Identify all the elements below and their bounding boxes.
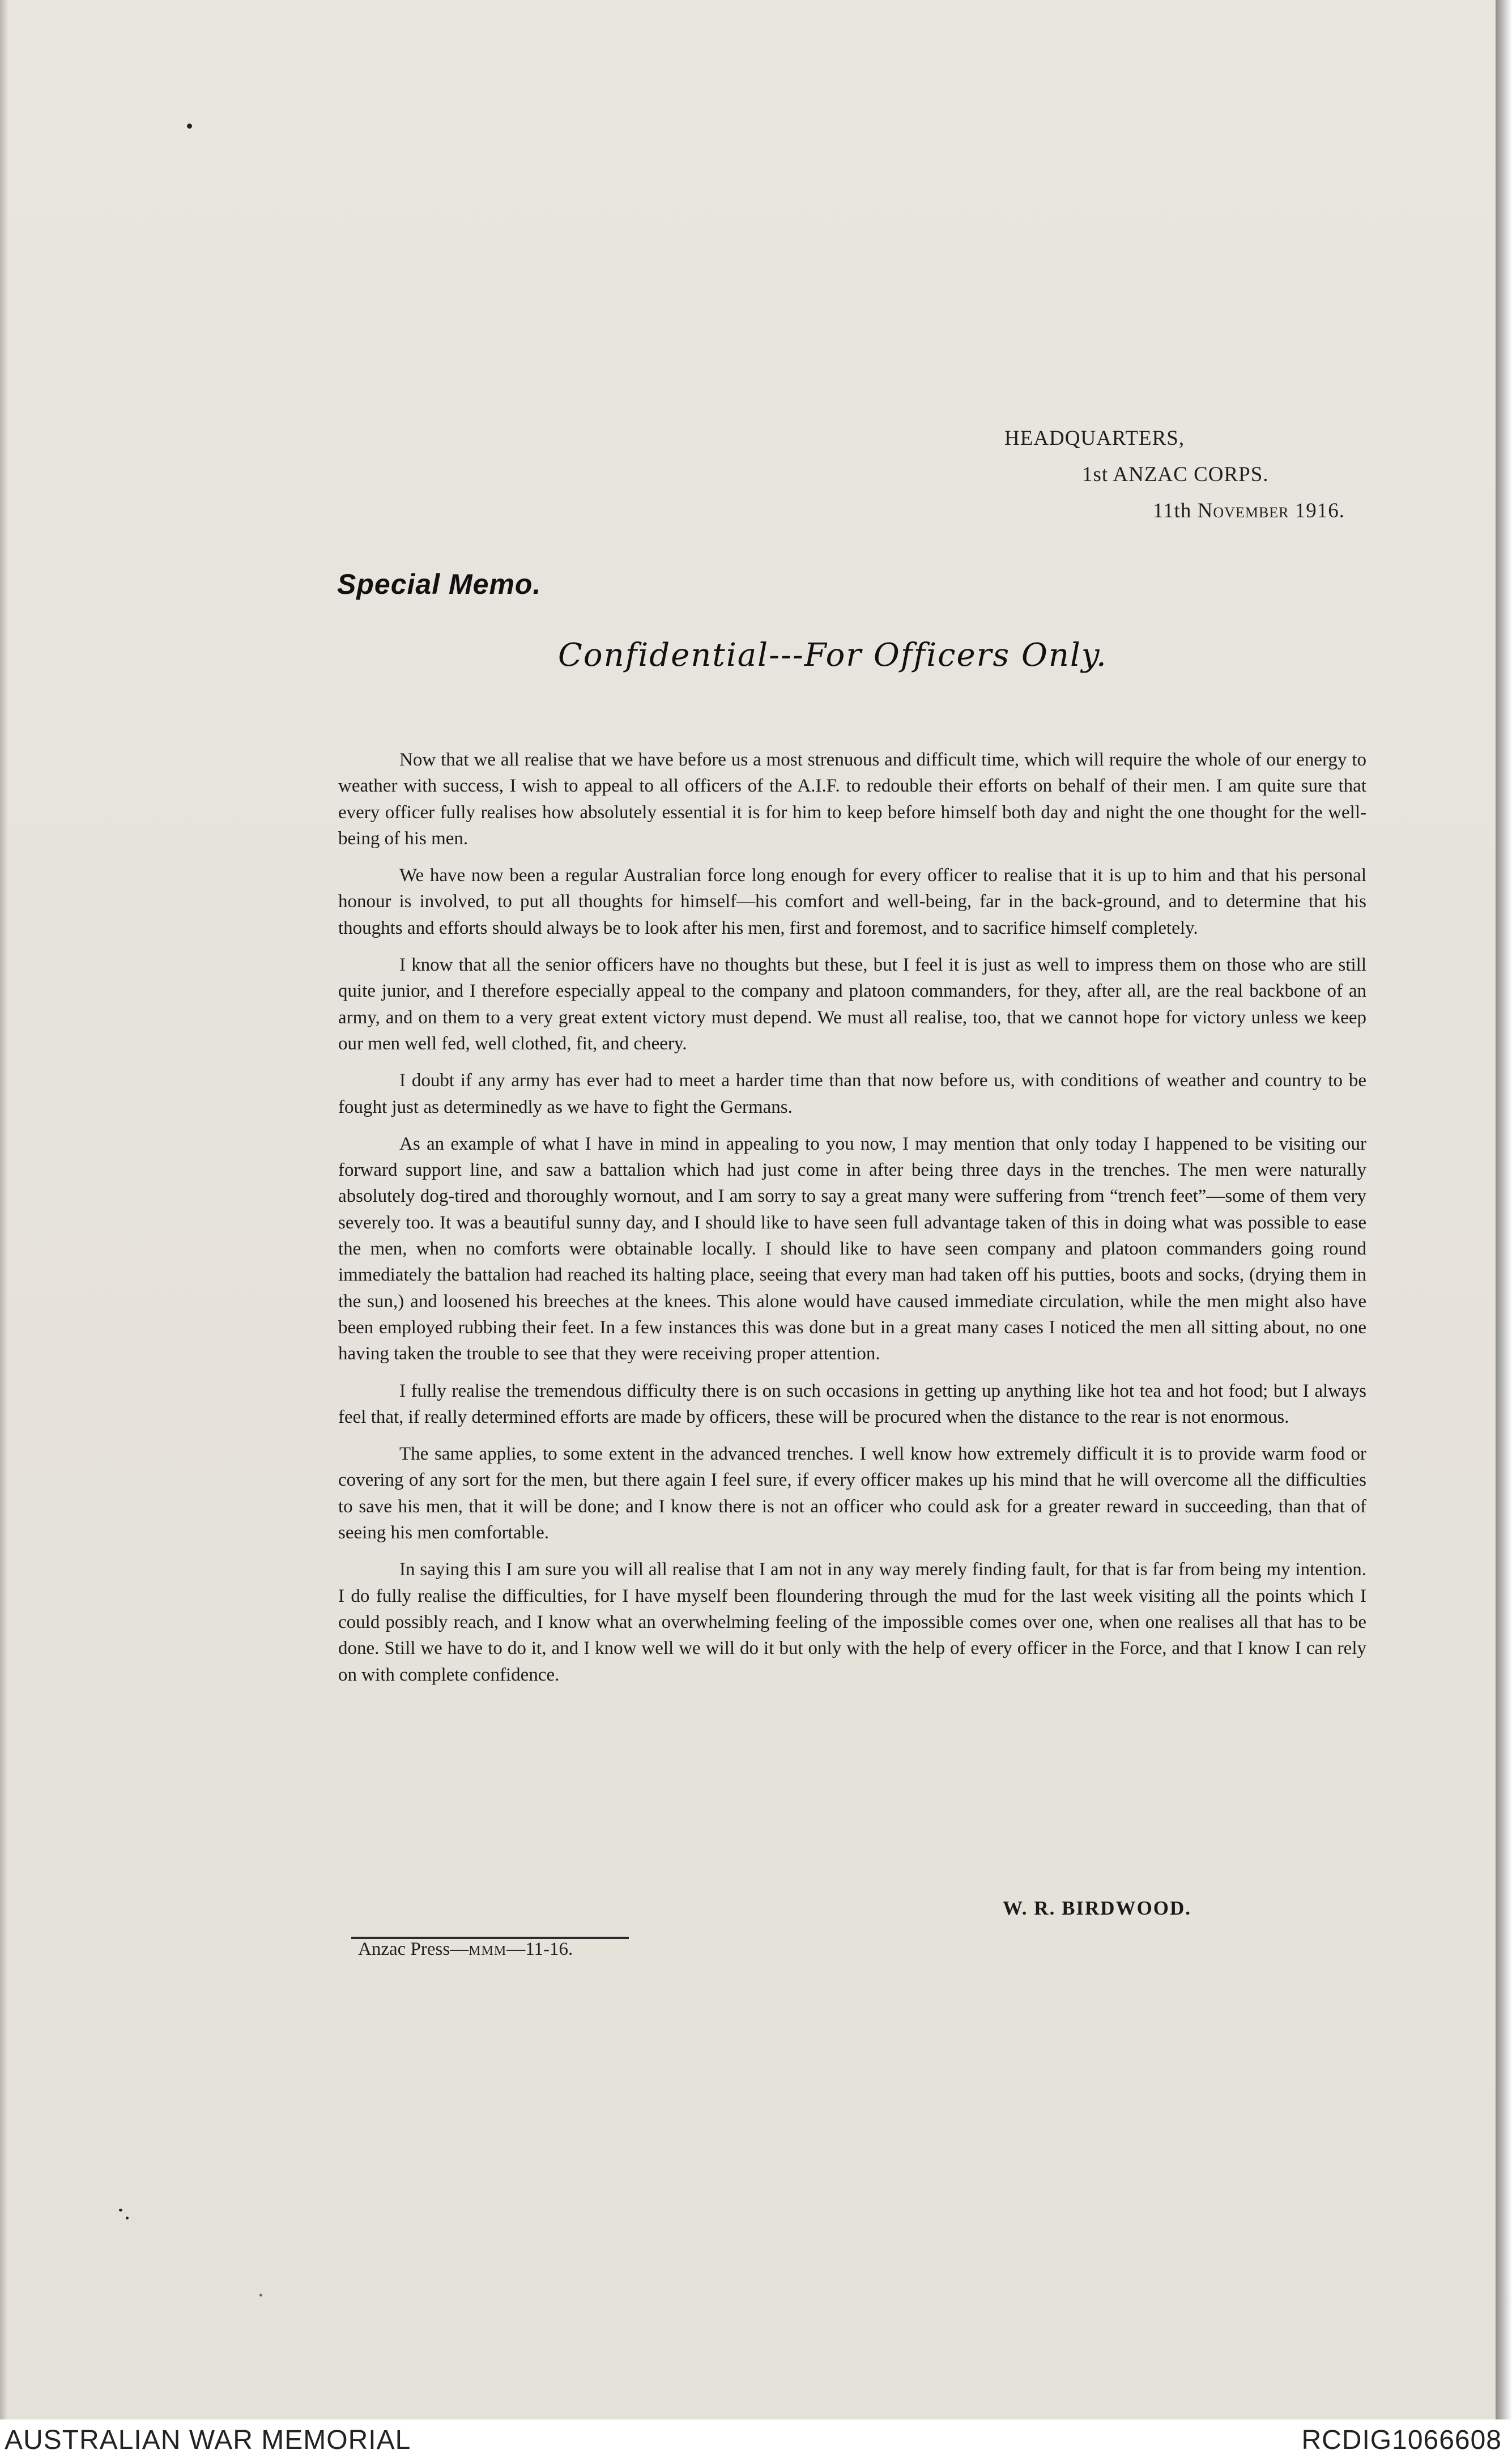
- letterhead-corps: 1st ANZAC CORPS.: [1082, 463, 1269, 486]
- memo-paragraph: I know that all the senior officers have no thoughts but these, but I feel it is just as well to impress them on those who are still quite junior, and I therefore especially appeal to the company and platoon commanders, for they, after all, are the real backbone of an army, and on them to a very great extent victory must depend. We must all realise, too, that we cannot hope for victory unless we keep our men well fed, well clothed, fit, and cheery.: [338, 955, 1366, 1054]
- ink-speck: [126, 2217, 129, 2219]
- signature: W. R. BIRDWOOD.: [1003, 1897, 1192, 1919]
- page-left-edge: [0, 0, 8, 2419]
- ink-speck: [259, 2294, 262, 2297]
- footer-institution: AUSTRALIAN WAR MEMORIAL: [5, 2425, 411, 2455]
- memo-paragraph: In saying this I am sure you will all realise that I am not in any way merely finding fault, for that is far from being my intention. I do fully realise the difficulties, for I have myself been floundering through the mud for the last week visiting all the points which I could possibly reach, and I know what an overwhelming feeling of the impossible comes over one, when one realises all that has to be done. Still we have to do it, and I know well we will do it but only with the help of every officer in the Force, and that I know I can rely on with complete confidence.: [338, 1559, 1366, 1685]
- ink-speck: [119, 2209, 122, 2212]
- date-year: 1916.: [1294, 499, 1345, 522]
- memo-paragraph: I doubt if any army has ever had to meet a harder time than that now before us, with conditions of weather and country to be fought just as determinedly as we have to fight the Germans.: [338, 1070, 1366, 1117]
- printer-prefix: Anzac Press—: [358, 1939, 469, 1959]
- date-day: 11th: [1153, 499, 1192, 522]
- letterhead: [1003, 426, 1399, 535]
- memo-paragraph: We have now been a regular Australian force long enough for every officer to realise that it is up to him and that his personal honour is involved, to put all thoughts for himself—his comfort and well-being, far in the back-ground, and to determine that his thoughts and efforts should always be to look after his men, first and foremost, and to sacrifice himself completely.: [338, 865, 1366, 938]
- printer-imprint: [358, 1939, 573, 1960]
- confidential-heading: Confidential---For Officers Only.: [558, 637, 1108, 674]
- ink-speck: [187, 124, 192, 129]
- memo-paragraph: I fully realise the tremendous difficulty there is on such occasions in getting up anything like hot tea and hot food; but I always feel that, if really determined efforts are made by officers, these will be procured when the distance to the rear is not enormous.: [338, 1380, 1366, 1427]
- memo-paragraph: Now that we all realise that we have before us a most strenuous and difficult time, which will require the whole of our energy to weather with success, I wish to appeal to all officers of the A.I.F. to redouble their efforts on behalf of their men. I am quite sure that every officer fully realises how absolutely essential it is for him to keep before himself both day and night the one thought for the well-being of his men.: [338, 750, 1366, 849]
- page-shadow: [1496, 0, 1512, 2419]
- memo-body: [338, 747, 1366, 1699]
- footer-record-id: RCDIG1066608: [1301, 2425, 1502, 2455]
- letterhead-headquarters: HEADQUARTERS,: [1004, 427, 1185, 450]
- memo-label: Special Memo.: [337, 568, 542, 600]
- memo-paragraph: As an example of what I have in mind in appealing to you now, I may mention that only today I happened to be visiting our forward support line, and saw a battalion which had just come in after being three days in the trenches. The men were naturally absolutely dog-tired and thoroughly wornout, and I am sorry to say a great many were suffering from “trench feet”—some of them very severely too. It was a beautiful sunny day, and I should like to have seen full advantage taken of this in doing what was possible to ease the men, when no comforts were obtainable locally. I should like to have seen company and platoon commanders going round immediately the battalion had reached its halting place, seeing that every man had taken off his putties, boots and socks, (drying them in the sun,) and loosened his breeches at the knees. This alone would have caused immediate circulation, while the men might also have been employed rubbing their feet. In a few instances this was done but in a great many cases I noticed the men all sitting about, no one having taken the trouble to see that they were receiving proper attention.: [338, 1133, 1366, 1364]
- date-month: November: [1197, 499, 1289, 522]
- memo-date: [1003, 499, 1399, 535]
- printer-suffix: —11-16.: [506, 1939, 573, 1959]
- memo-paragraph: The same applies, to some extent in the advanced trenches. I well know how extremely difficult it is to provide warm food or covering of any sort for the men, but there again I feel sure, if every officer makes up his mind that he will overcome all the difficulties to save his men, that it will be done; and I know there is not an officer who could ask for a greater reward in succeeding, than that of seeing his men comfortable.: [338, 1444, 1366, 1543]
- printer-code: MMM: [468, 1944, 507, 1958]
